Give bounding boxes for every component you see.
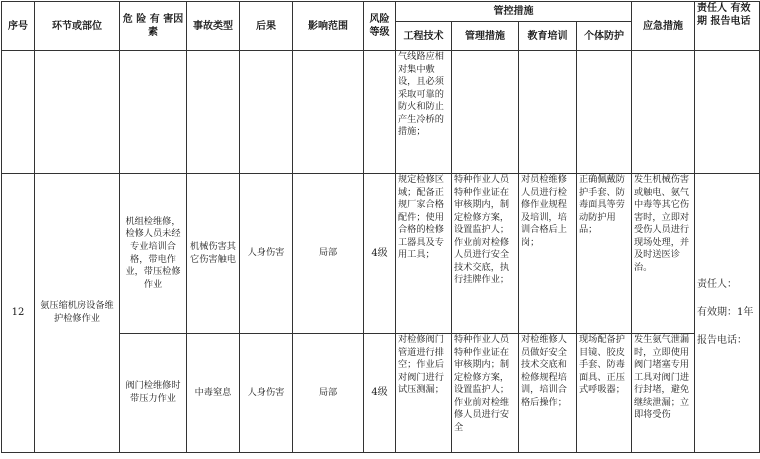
- report-phone: 报告电话：: [697, 335, 747, 346]
- cell-empty: [519, 51, 577, 174]
- header-engineering: 工程技术: [396, 22, 452, 51]
- header-accident-type: 事故类型: [187, 2, 240, 51]
- cell-engineering: 规定检修区域；配备正规厂家合格配件；使用合格的检修工器具及专用工具；: [396, 174, 452, 334]
- cell-empty: [577, 51, 632, 174]
- cell-seq: 12: [2, 174, 35, 453]
- cell-accident-type: 中毒窒息: [187, 334, 240, 453]
- cell-empty: [2, 51, 35, 174]
- cell-emergency: 发生氨气泄漏时，立即使用阀门堵塞专用工具对阀门进行封堵，避免继续泄漏；立即将受伤: [632, 334, 695, 453]
- cell-consequence: 人身伤害: [240, 334, 293, 453]
- header-ppe: 个体防护: [577, 22, 632, 51]
- header-row-1: [2, 2, 760, 22]
- cell-risk-level: 4级: [364, 334, 396, 453]
- cell-empty: [240, 51, 293, 174]
- cell-hazard: 机组检维修，检修人员未经专业培训合格，带电作业，带压检修作业: [120, 174, 187, 334]
- header-consequence: 后果: [240, 2, 293, 51]
- cell-empty: [695, 51, 760, 174]
- responsible-person: 责任人：: [697, 279, 737, 290]
- cell-training: 对检维修人员做好安全技术交底和检修规程培训，培训合格后操作；: [519, 334, 577, 453]
- cell-scope: 局部: [293, 174, 364, 334]
- cell-training: 对员检维修人员进行检修作业规程及培训，培训合格后上岗；: [519, 174, 577, 334]
- cell-consequence: 人身伤害: [240, 174, 293, 334]
- cell-accident-type: 机械伤害其它伤害触电: [187, 174, 240, 334]
- cell-empty: [364, 51, 396, 174]
- table-row: [2, 174, 760, 334]
- cell-management: 特种作业人员特种作业证在审核期内，制定检修方案，设置监护人；作业前对检修人员进行安全技术交底，执行挂牌作业；: [452, 174, 519, 334]
- header-control-measures: 管控措施: [396, 2, 632, 22]
- header-section: 环节或部位: [35, 2, 120, 51]
- header-management: 管理措施: [452, 22, 519, 51]
- cell-engineering: 对检修阀门管道进行排空；作业后对阀门进行试压测漏；: [396, 334, 452, 453]
- cell-empty: [35, 51, 120, 174]
- header-hazard: 危 险 有 害因素: [120, 2, 187, 51]
- header-training: 教育培训: [519, 22, 577, 51]
- header-scope: 影响范围: [293, 2, 364, 51]
- cell-empty: [632, 51, 695, 174]
- header-responsible: 责任人 有效期 报告电话: [695, 2, 760, 51]
- engineering-cont-text: 气线路应相对集中敷设，且必须采取可靠的防火和防止产生冷桥的措施；: [398, 51, 444, 138]
- cell-engineering-cont: [396, 51, 452, 174]
- cell-ppe: 正确佩戴防护手套、防毒面具等劳动防护用品；: [577, 174, 632, 334]
- cell-management: 特种作业人员特种作业证在审核期内；制定检修方案，设置监护人；作业前对检维修人员进行安全: [452, 334, 519, 453]
- cell-empty: [120, 51, 187, 174]
- cell-empty: [452, 51, 519, 174]
- risk-control-table: [1, 1, 760, 453]
- header-seq: 序号: [2, 2, 35, 51]
- valid-period: 有效期：1年: [697, 307, 754, 318]
- cell-emergency: 发生机械伤害或触电、氨气中毒等其它伤害时，立即对受伤人员进行现场处理，并及时送医诊治。: [632, 174, 695, 334]
- header-risk-level: 风险等级: [364, 2, 396, 51]
- cell-section: 氨压缩机房设备维护检修作业: [35, 174, 120, 453]
- cell-empty: [187, 51, 240, 174]
- cell-risk-level: 4级: [364, 174, 396, 334]
- continuation-row: [2, 51, 760, 174]
- cell-ppe: 现场配备护目镜、胶皮手套、防毒面具、正压式呼吸器；: [577, 334, 632, 453]
- cell-responsible: [695, 174, 760, 453]
- cell-scope: 局部: [293, 334, 364, 453]
- cell-hazard: 阀门检维修时带压力作业: [120, 334, 187, 453]
- header-emergency: 应急措施: [632, 2, 695, 51]
- cell-empty: [293, 51, 364, 174]
